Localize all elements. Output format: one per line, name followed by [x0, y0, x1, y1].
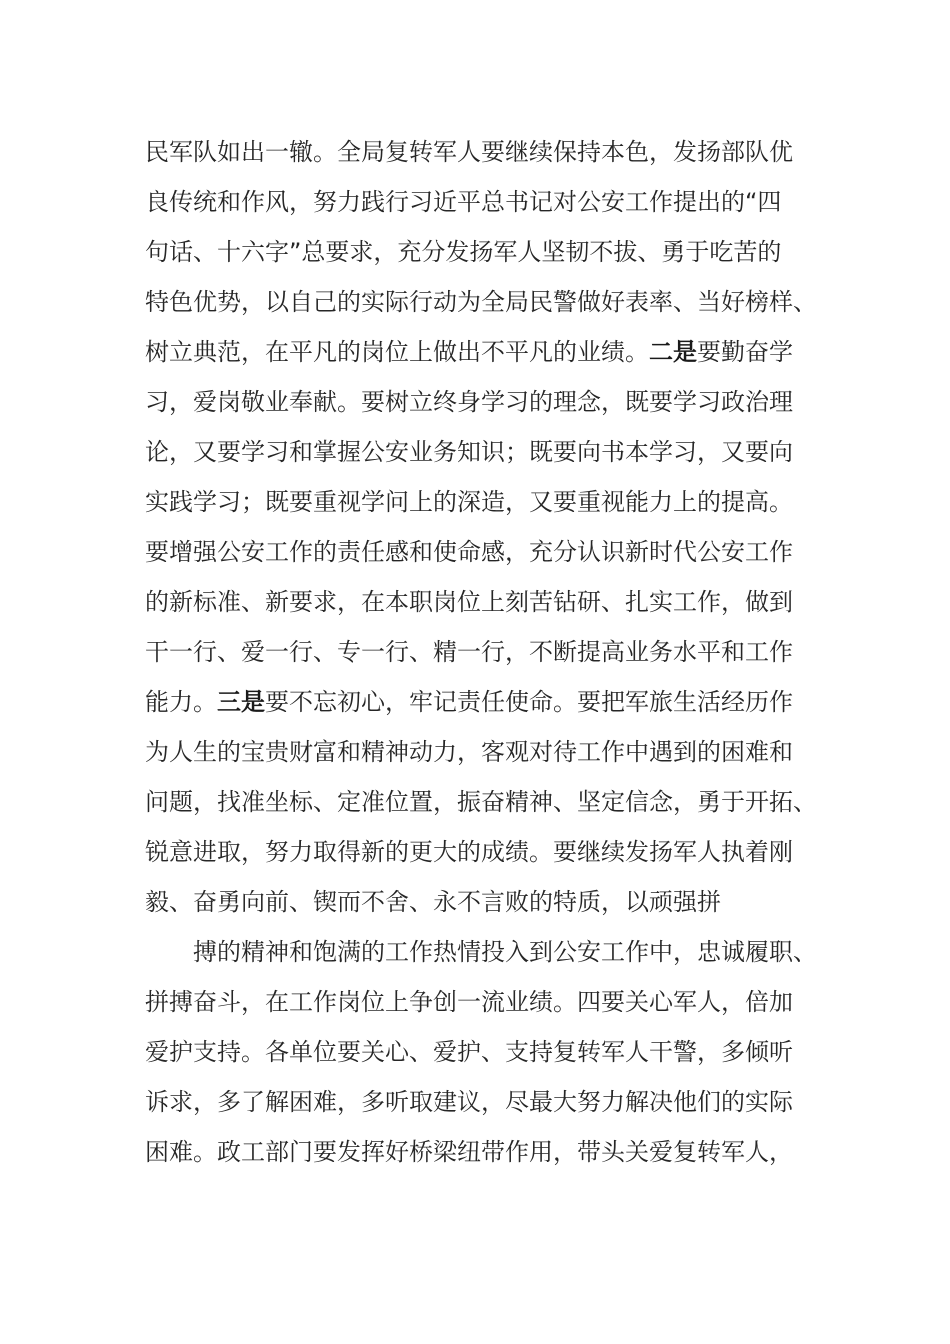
text-segment: 论，又要学习和掌握公安业务知识；既要向书本学习，又要向	[145, 438, 793, 466]
text-line	[145, 377, 825, 427]
text-segment: 句话、十六字”总要求，充分发扬军人坚韧不拔、勇于吃苦的	[145, 238, 782, 266]
text-line	[145, 977, 825, 1027]
text-segment: 的新标准、新要求，在本职岗位上刻苦钻研、扎实工作，做到	[145, 588, 793, 616]
text-segment: 特色优势，以自己的实际行动为全局民警做好表率、当好榜样、	[145, 288, 817, 316]
text-segment: 问题，找准坐标、定准位置，振奋精神、坚定信念，勇于开拓、	[145, 788, 817, 816]
text-line	[145, 327, 825, 377]
bold-heading-marker: 二是	[649, 338, 697, 366]
text-segment: 良传统和作风，努力践行习近平总书记对公安工作提出的“四	[145, 188, 782, 216]
text-line	[145, 277, 825, 327]
text-line	[145, 727, 825, 777]
text-line	[145, 1027, 825, 1077]
text-line	[145, 527, 825, 577]
bold-heading-marker: 三是	[217, 688, 265, 716]
text-segment: 树立典范，在平凡的岗位上做出不平凡的业绩。	[145, 338, 649, 366]
text-segment: 困难。政工部门要发挥好桥梁纽带作用，带头关爱复转军人，	[145, 1138, 793, 1166]
text-segment: 毅、奋勇向前、锲而不舍、永不言败的特质，以顽强拼	[145, 888, 721, 916]
text-line	[145, 827, 825, 877]
text-line	[145, 177, 825, 227]
text-line	[145, 1077, 825, 1127]
text-segment: 爱护支持。各单位要关心、爱护、支持复转军人干警，多倾听	[145, 1038, 793, 1066]
text-segment: 实践学习；既要重视学问上的深造，又要重视能力上的提高。	[145, 488, 793, 516]
text-segment: 民军队如出一辙。全局复转军人要继续保持本色，发扬部队优	[145, 138, 793, 166]
text-line	[145, 1127, 825, 1177]
text-line	[145, 677, 825, 727]
text-segment: 诉求，多了解困难，多听取建议，尽最大努力解决他们的实际	[145, 1088, 793, 1116]
text-segment: 为人生的宝贵财富和精神动力，客观对待工作中遇到的困难和	[145, 738, 793, 766]
text-line	[145, 127, 825, 177]
text-segment: 要勤奋学	[697, 338, 793, 366]
text-segment: 搏的精神和饱满的工作热情投入到公安工作中，忠诚履职、	[193, 938, 817, 966]
text-segment: 锐意进取，努力取得新的更大的成绩。要继续发扬军人执着刚	[145, 838, 793, 866]
text-line	[145, 777, 825, 827]
text-line	[145, 227, 825, 277]
text-segment: 拼搏奋斗，在工作岗位上争创一流业绩。四要关心军人，倍加	[145, 988, 793, 1016]
text-line	[145, 427, 825, 477]
text-line	[145, 627, 825, 677]
text-line	[145, 477, 825, 527]
text-segment: 习，爱岗敬业奉献。要树立终身学习的理念，既要学习政治理	[145, 388, 793, 416]
text-line	[145, 577, 825, 627]
body-text	[145, 127, 825, 1177]
text-segment: 要增强公安工作的责任感和使命感，充分认识新时代公安工作	[145, 538, 793, 566]
text-segment: 干一行、爱一行、专一行、精一行，不断提高业务水平和工作	[145, 638, 793, 666]
text-segment: 要不忘初心，牢记责任使命。要把军旅生活经历作	[265, 688, 793, 716]
text-line	[145, 877, 825, 927]
text-line	[145, 927, 825, 977]
text-segment: 能力。	[145, 688, 217, 716]
